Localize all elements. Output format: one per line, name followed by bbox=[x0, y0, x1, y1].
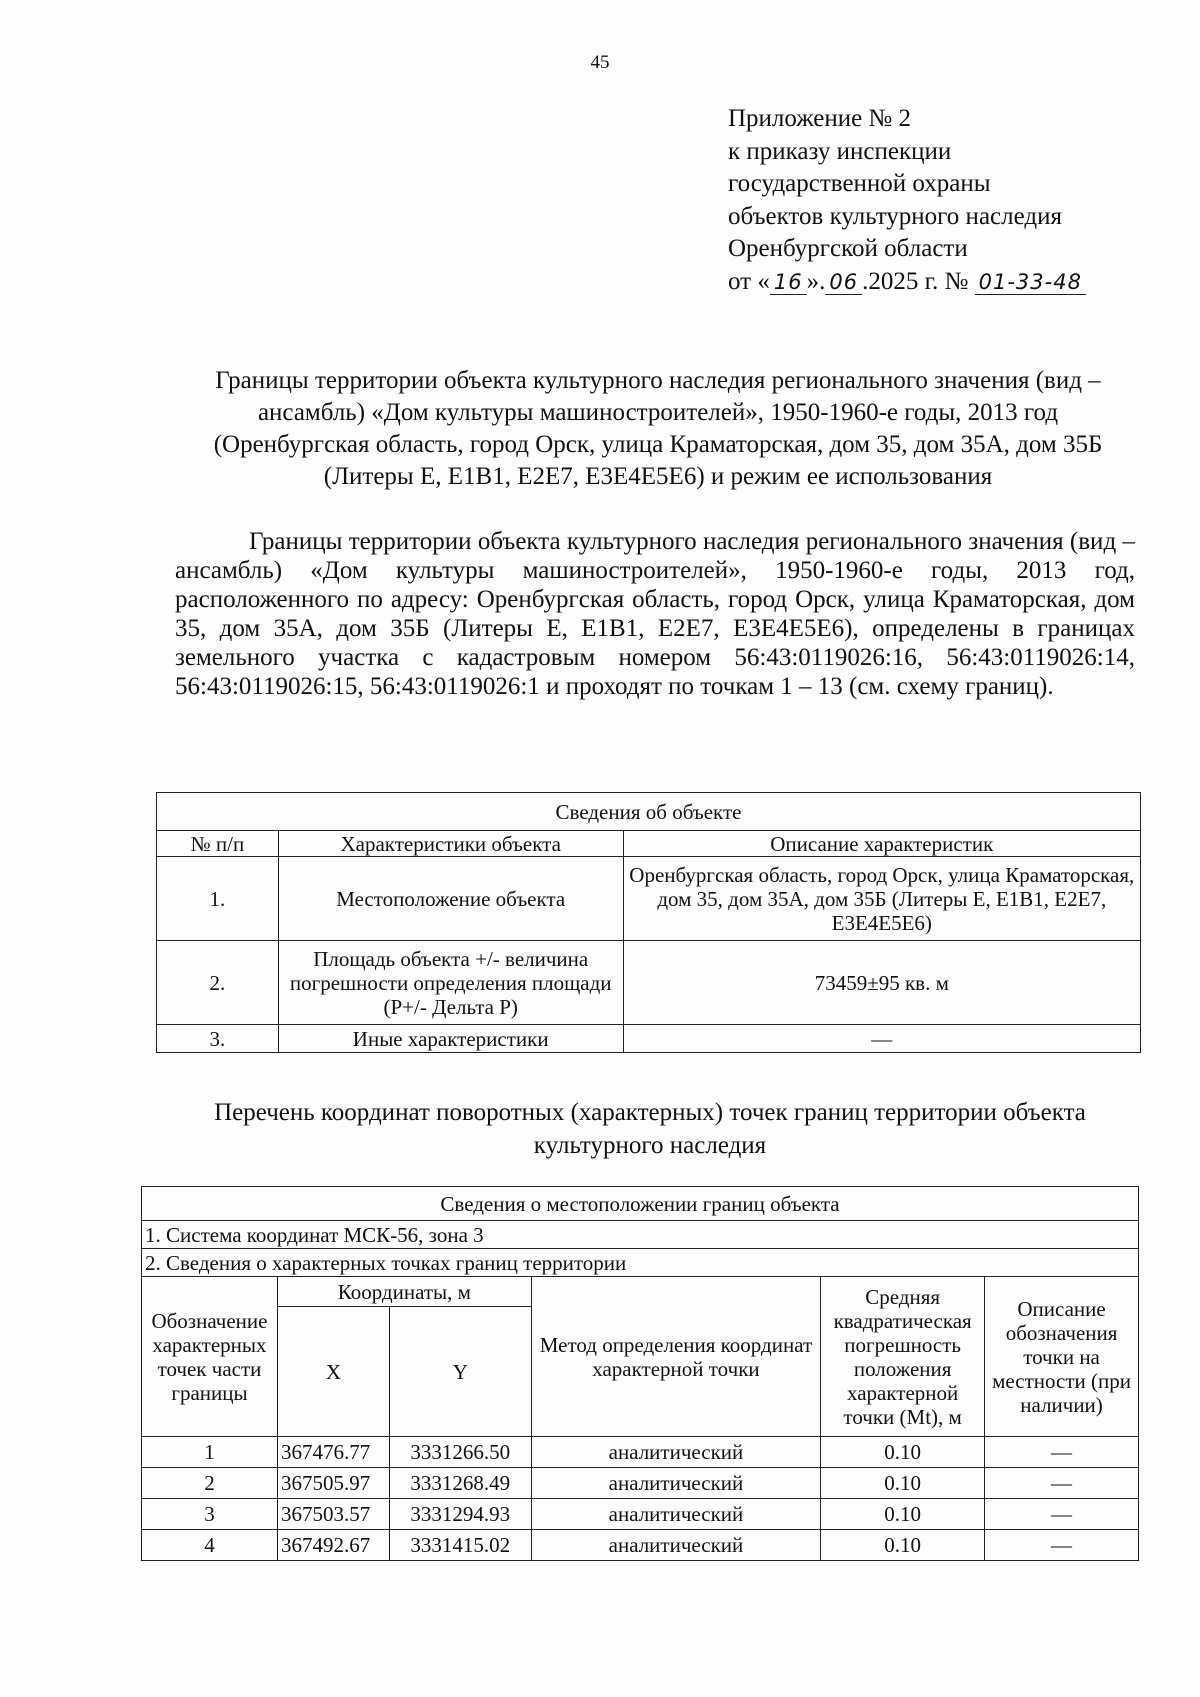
coords-header: Координаты, м bbox=[277, 1277, 531, 1307]
column-header: Характеристики объекта bbox=[278, 831, 623, 857]
description-value: — bbox=[985, 1437, 1139, 1468]
annex-block bbox=[728, 103, 1086, 298]
table-row bbox=[142, 1499, 1139, 1530]
method-value: аналитический bbox=[531, 1530, 820, 1561]
method-value: аналитический bbox=[531, 1437, 820, 1468]
table-caption: Сведения об объекте bbox=[157, 793, 1141, 831]
row-number: 2. bbox=[157, 941, 279, 1025]
table-row bbox=[157, 857, 1141, 941]
row-number: 3. bbox=[157, 1025, 279, 1053]
page-number: 45 bbox=[590, 52, 610, 73]
table-row bbox=[142, 1437, 1139, 1468]
table-row bbox=[142, 1468, 1139, 1499]
annex-date-line bbox=[728, 266, 1086, 299]
description-value: — bbox=[985, 1530, 1139, 1561]
method-header: Метод определения координат характерной точки bbox=[531, 1277, 820, 1437]
point-id: 4 bbox=[142, 1530, 278, 1561]
method-value: аналитический bbox=[531, 1468, 820, 1499]
row-number: 1. bbox=[157, 857, 279, 941]
order-number-handwritten: 01-33-48 bbox=[975, 270, 1086, 295]
column-header: № п/п bbox=[157, 831, 279, 857]
row-value: — bbox=[623, 1025, 1140, 1053]
x-value: 367505.97 bbox=[277, 1468, 389, 1499]
annex-line: к приказу инспекции bbox=[728, 137, 952, 165]
coordinates-table bbox=[141, 1186, 1139, 1561]
description-header: Описание обозначения точки на местности (при наличии) bbox=[985, 1277, 1139, 1437]
row-name: Иные характеристики bbox=[278, 1025, 623, 1053]
date-mid: ». bbox=[806, 267, 826, 295]
y-value: 3331294.93 bbox=[389, 1499, 531, 1530]
description-value: — bbox=[985, 1468, 1139, 1499]
row-value: 73459±95 кв. м bbox=[623, 941, 1140, 1025]
error-value: 0.10 bbox=[821, 1468, 985, 1499]
y-value: 3331266.50 bbox=[389, 1437, 531, 1468]
document-title: Границы территории объекта культурного наследия регионального значения (вид – ансамбль) «Дом культуры машиностроителей», 1950-1960-е годы, 2013 год (Оренбургская область, город Орск, улица Краматорская, дом 35, дом 35А, дом 35Б (Литеры Е, Е1В1, Е2Е7, Е3Е4Е5Е6) и режим ее использования bbox=[213, 367, 1103, 490]
paragraph-text: Границы территории объекта культурного наследия регионального значения (вид – ансамбль) «Дом культуры машиностроителей», 1950-1960-е годы, 2013 год, расположенного по адресу: Оренбургская область, город Орск, улица Краматорская, дом 35, дом 35А, дом 35Б (Литеры Е, Е1В1, Е2Е7, Е3Е4Е5Е6), определены в границах земельного участка с кадастровым номером 56:43:0119026:16, 56:43:0119026:14, 56:43:0119026:15, 56:43:0119026:1 и проходят по точкам 1 – 13 (см. схему границ). bbox=[175, 528, 1135, 700]
date-day-handwritten: 16 bbox=[770, 270, 807, 295]
x-value: 367476.77 bbox=[277, 1437, 389, 1468]
x-header: X bbox=[277, 1307, 389, 1437]
y-value: 3331268.49 bbox=[389, 1468, 531, 1499]
points-section: 2. Сведения о характерных точках границ территории bbox=[142, 1249, 1139, 1277]
error-value: 0.10 bbox=[821, 1530, 985, 1561]
x-value: 367492.67 bbox=[277, 1530, 389, 1561]
coordinates-title: Перечень координат поворотных (характерных) точек границ территории объекта культурного наследия bbox=[214, 1099, 1086, 1159]
annex-line: государственной охраны bbox=[728, 170, 991, 197]
annex-line: объектов культурного наследия bbox=[728, 202, 1062, 230]
error-header: Средняя квадратическая погрешность положения характерной точки (Mt), м bbox=[821, 1277, 985, 1437]
column-header: Описание характеристик bbox=[623, 831, 1140, 857]
x-value: 367503.57 bbox=[277, 1499, 389, 1530]
point-id: 1 bbox=[142, 1437, 278, 1468]
point-id: 3 bbox=[142, 1499, 278, 1530]
object-info-table bbox=[156, 792, 1141, 1053]
body-paragraph bbox=[175, 527, 1135, 701]
description-value: — bbox=[985, 1499, 1139, 1530]
table-caption: Сведения о местоположении границ объекта bbox=[142, 1187, 1139, 1221]
method-value: аналитический bbox=[531, 1499, 820, 1530]
error-value: 0.10 bbox=[821, 1437, 985, 1468]
annex-line: Приложение № 2 bbox=[728, 105, 912, 132]
row-name: Местоположение объекта bbox=[278, 857, 623, 941]
date-year: .2025 г. № bbox=[862, 267, 969, 295]
annex-line: Оренбургской области bbox=[728, 235, 968, 262]
row-name: Площадь объекта +/- величина погрешности определения площади (Р+/- Дельта Р) bbox=[278, 941, 623, 1025]
table-row bbox=[142, 1530, 1139, 1561]
date-prefix: от « bbox=[728, 267, 770, 295]
point-id: 2 bbox=[142, 1468, 278, 1499]
y-header: Y bbox=[389, 1307, 531, 1437]
date-month-handwritten: 06 bbox=[825, 270, 862, 295]
point-header: Обозначение характерных точек части границы bbox=[142, 1277, 278, 1437]
error-value: 0.10 bbox=[821, 1499, 985, 1530]
table-row bbox=[157, 1025, 1141, 1053]
y-value: 3331415.02 bbox=[389, 1530, 531, 1561]
row-value: Оренбургская область, город Орск, улица Краматорская, дом 35, дом 35А, дом 35Б (Литеры Е, Е1В1, Е2Е7, Е3Е4Е5Е6) bbox=[623, 857, 1140, 941]
table-row bbox=[157, 941, 1141, 1025]
coordinate-system: 1. Система координат МСК-56, зона 3 bbox=[142, 1221, 1139, 1249]
